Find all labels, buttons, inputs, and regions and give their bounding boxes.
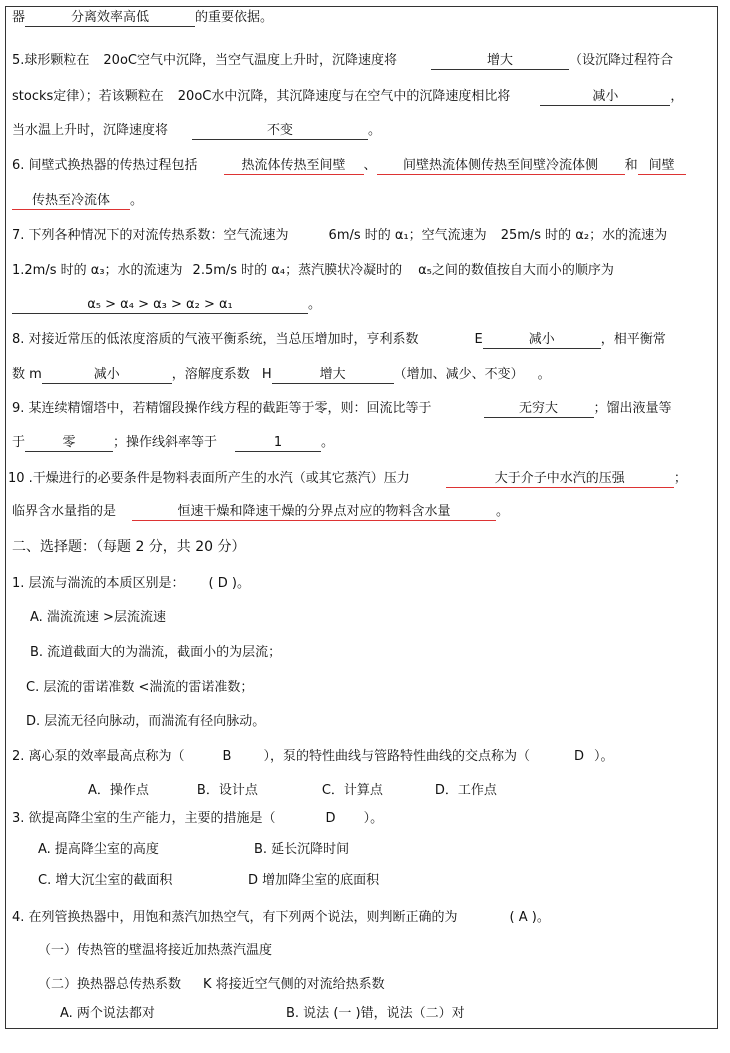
mc4-option-b: B. 说法 (一 )错，说法（二）对 bbox=[286, 1006, 465, 1021]
q7-l2c: α₅之间的数值按自大而小的顺序为 bbox=[418, 263, 614, 278]
mc3-options-row-1 bbox=[38, 841, 349, 859]
mc4-stem-line bbox=[12, 909, 550, 927]
q9-l1-post: ；馏出液量等 bbox=[593, 401, 672, 416]
q8-e-label: E bbox=[474, 332, 483, 347]
mc2-option-a: A．操作点 bbox=[88, 783, 149, 798]
q7-line-1 bbox=[12, 227, 667, 245]
q6-sep-1: 、 bbox=[363, 158, 377, 173]
mc4-options bbox=[60, 1005, 465, 1023]
q6-l1-pre: 6. 间壁式换热器的传热过程包括 bbox=[12, 158, 198, 173]
q9-answer-1: 无穷大 bbox=[484, 401, 594, 418]
q8-h-label: H bbox=[261, 367, 272, 382]
mc3-stem: 3. 欲提高降尘室的生产能力，主要的措施是（ bbox=[12, 811, 276, 826]
q9-line-1 bbox=[12, 400, 672, 418]
mc2-answer-2: D bbox=[573, 749, 584, 764]
q10-line-1 bbox=[8, 470, 687, 488]
q6-sep-2: 和 bbox=[624, 158, 638, 173]
q5-line-1 bbox=[12, 52, 673, 70]
q6-line-1 bbox=[12, 157, 686, 175]
q10-line-2 bbox=[12, 503, 509, 521]
q7-l2b: 2.5m/s 时的 α₄；蒸汽膜状冷凝时的 bbox=[192, 263, 403, 278]
q4-tail-suffix: 的重要依据。 bbox=[195, 10, 274, 25]
q5-answer-2: 减小 bbox=[540, 89, 670, 106]
q4-tail-prefix: 器 bbox=[12, 10, 26, 25]
q6-answer-3a: 间壁 bbox=[638, 158, 686, 175]
mc3-option-b: B. 延长沉降时间 bbox=[254, 842, 350, 857]
mc3-options-row-2 bbox=[38, 872, 379, 890]
q8-l1-pre: 8. 对接近常压的低浓度溶质的气液平衡系统，当总压增加时，亨利系数 bbox=[12, 332, 419, 347]
mc2-stem-line bbox=[12, 748, 614, 766]
q10-answer-1: 大于介子中水汽的压强 bbox=[446, 471, 674, 488]
mc3-option-c: C. 增大沉尘室的截面积 bbox=[38, 873, 173, 888]
q5-answer-1: 增大 bbox=[431, 53, 569, 70]
q5-line-3 bbox=[12, 122, 381, 140]
mc2-options bbox=[88, 782, 497, 800]
q5-l1-mid: 20oC空气中沉降，当空气温度上升时，沉降速度将 bbox=[103, 53, 397, 68]
q5-l3-pre: 当水温上升时，沉降速度将 bbox=[12, 123, 169, 138]
q8-l2-post: （增加、减少、不变） bbox=[393, 367, 524, 382]
q7-l1c: 25m/s 时的 α₂；水的流速为 bbox=[500, 228, 668, 243]
q8-l2-pre: 数 m bbox=[12, 367, 42, 382]
q8-l2-mid: ，溶解度系数 bbox=[171, 367, 250, 382]
mc2-option-d: D．工作点 bbox=[434, 783, 497, 798]
mc2-option-b: B．设计点 bbox=[196, 783, 258, 798]
mc1-option-c: C. 层流的雷诺准数 <湍流的雷诺准数； bbox=[26, 680, 254, 695]
mc2-stem-3: ）。 bbox=[594, 749, 614, 764]
q8-answer-2: 减小 bbox=[42, 367, 172, 384]
q9-line-2 bbox=[12, 434, 334, 452]
q5-l2-pre: stocks定律）；若该颗粒在 bbox=[12, 89, 164, 104]
q8-line-2 bbox=[12, 366, 551, 384]
q6-l2-post: 。 bbox=[130, 193, 144, 208]
mc4-statement-2a: （二）换热器总传热系数 bbox=[38, 977, 182, 992]
mc1-option-b: B. 流道截面大的为湍流，截面小的为层流； bbox=[30, 645, 282, 660]
mc4-answer: ( A )。 bbox=[509, 910, 550, 925]
mc4-option-a: A. 两个说法都对 bbox=[60, 1006, 155, 1021]
q5-answer-3: 不变 bbox=[192, 123, 368, 140]
q6-answer-2: 间壁热流体侧传热至间壁冷流体侧 bbox=[377, 158, 625, 175]
q8-l1-post: ，相平衡常 bbox=[600, 332, 666, 347]
q7-line-2 bbox=[12, 262, 614, 280]
q9-l2-post: 。 bbox=[321, 435, 335, 450]
mc4-stem: 4. 在列管换热器中，用饱和蒸汽加热空气，有下列两个说法，则判断正确的为 bbox=[12, 910, 458, 925]
mc2-stem-1: 2. 离心泵的效率最高点称为（ bbox=[12, 749, 185, 764]
q6-line-2 bbox=[12, 192, 143, 210]
q9-answer-3: 1 bbox=[235, 435, 321, 452]
q5-l1-pre: 5.球形颗粒在 bbox=[12, 53, 90, 68]
mc3-stem-end: ）。 bbox=[363, 811, 384, 826]
q10-l2-pre: 临界含水量指的是 bbox=[12, 504, 117, 519]
q5-l3-post: 。 bbox=[368, 123, 382, 138]
mc2-answer-1: B bbox=[222, 749, 232, 764]
q8-answer-1: 减小 bbox=[483, 332, 601, 349]
mc4-statement-2-line bbox=[38, 976, 385, 994]
mc1-stem-line bbox=[12, 575, 250, 593]
mc3-option-d: D 增加降尘室的底面积 bbox=[248, 873, 380, 888]
q9-answer-2: 零 bbox=[25, 435, 113, 452]
mc1-stem: 1. 层流与湍流的本质区别是： bbox=[12, 576, 185, 591]
q10-l1-pre: 10 .干燥进行的必要条件是物料表面所产生的水汽（或其它蒸汽）压力 bbox=[8, 471, 410, 486]
mc1-answer: ( D )。 bbox=[208, 576, 250, 591]
mc3-answer: D bbox=[325, 811, 336, 826]
q7-l2a: 1.2m/s 时的 α₃；水的流速为 bbox=[12, 263, 183, 278]
mc4-statement-2b: K 将接近空气侧的对流给热系数 bbox=[203, 977, 385, 992]
q7-l1b: 6m/s 时的 α₁；空气流速为 bbox=[328, 228, 487, 243]
q10-answer-2: 恒速干燥和降速干燥的分界点对应的物料含水量 bbox=[132, 504, 496, 521]
q9-l2-mid: ；操作线斜率等于 bbox=[113, 435, 218, 450]
q10-l1-post: ； bbox=[673, 471, 687, 486]
q8-answer-3: 增大 bbox=[272, 367, 394, 384]
q7-l1: 7. 下列各种情况下的对流传热系数：空气流速为 bbox=[12, 228, 289, 243]
mc1-option-d: D. 层流无径向脉动，而湍流有径向脉动。 bbox=[26, 714, 266, 729]
q10-l2-post: 。 bbox=[496, 504, 510, 519]
q9-l2-pre: 于 bbox=[12, 435, 26, 450]
q5-l1-post: （设沉降过程符合 bbox=[568, 53, 673, 68]
q4-tail-answer: 分离效率高低 bbox=[25, 10, 195, 27]
mc3-stem-line bbox=[12, 810, 383, 828]
q9-l1-pre: 9. 某连续精馏塔中，若精馏段操作线方程的截距等于零，则：回流比等于 bbox=[12, 401, 432, 416]
section-2-title: 二、选择题：（每题 2 分，共 20 分） bbox=[12, 539, 246, 555]
q5-line-2 bbox=[12, 88, 683, 106]
mc1-option-a: A. 湍流流速 >层流流速 bbox=[30, 610, 166, 625]
q5-l2-post: ， bbox=[670, 89, 684, 104]
mc2-option-c: C．计算点 bbox=[321, 783, 383, 798]
mc2-stem-2: ），泵的特性曲线与管路特性曲线的交点称为（ bbox=[263, 749, 530, 764]
q5-l2-mid: 20oC水中沉降，其沉降速度与在空气中的沉降速度相比将 bbox=[177, 89, 511, 104]
mc3-option-a: A. 提高降尘室的高度 bbox=[38, 842, 159, 857]
mc4-statement-1: （一）传热管的壁温将接近加热蒸汽温度 bbox=[38, 943, 273, 958]
q7-line-3 bbox=[12, 296, 321, 314]
q8-line-1 bbox=[12, 331, 666, 349]
q8-l2-end: 。 bbox=[537, 367, 551, 382]
q6-answer-3b: 传热至冷流体 bbox=[12, 193, 130, 210]
q7-answer: α₅ > α₄ > α₃ > α₂ > α₁ bbox=[12, 297, 308, 314]
q4-tail-line bbox=[12, 9, 273, 27]
q7-l3-post: 。 bbox=[308, 297, 322, 312]
q6-answer-1: 热流体传热至间壁 bbox=[224, 158, 364, 175]
